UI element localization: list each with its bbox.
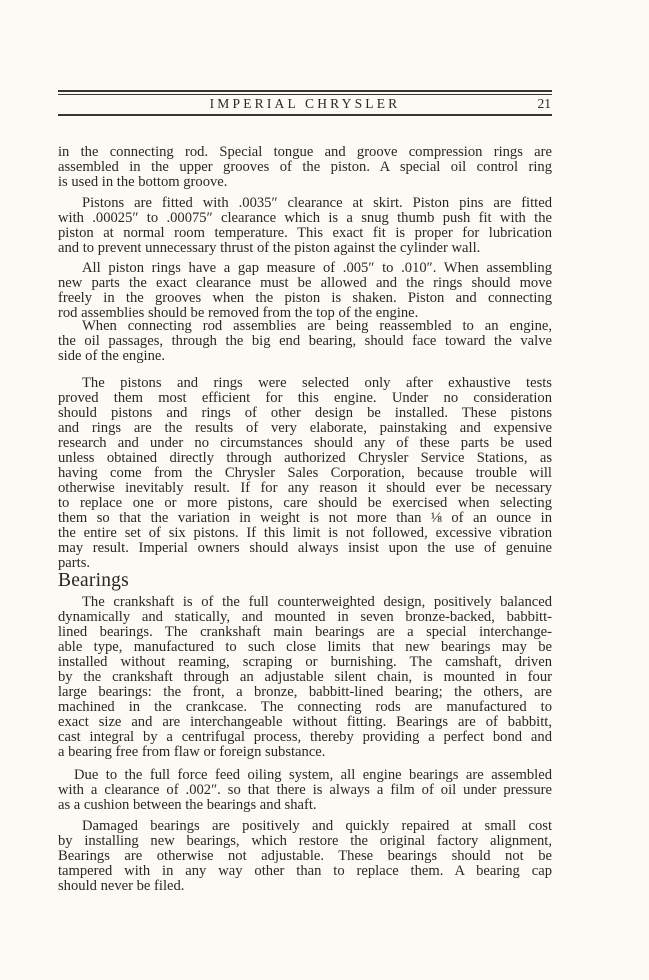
text-line: proved them most efficient for this engine. Under no consideration <box>58 390 552 406</box>
text-line: the oil passages, through the big end bearing, should face toward the valve <box>58 333 552 349</box>
text-line: with a clearance of .002″. so that there is always a film of oil under pressure <box>58 782 552 798</box>
text-line: them so that the variation in weight is not more than ⅛ of an ounce in <box>58 510 552 526</box>
text-line: in the connecting rod. Special tongue and groove compression rings are <box>58 144 552 160</box>
text-line: Due to the full force feed oiling system, all engine bearings are assembled <box>74 767 552 783</box>
text-line: lined bearings. The crankshaft main bearings are a special interchange- <box>58 624 552 640</box>
text-line: All piston rings have a gap measure of .005″ to .010″. When assembling <box>82 260 552 276</box>
text-line: with .00025″ to .00075″ clearance which is a snug thumb push fit with the <box>58 210 552 226</box>
text-line: should pistons and rings of other design be installed. These pistons <box>58 405 552 421</box>
text-line: to replace one or more pistons, care should be exercised when selecting <box>58 495 552 511</box>
text-line: by the crankshaft through an adjustable silent chain, is mounted in four <box>58 669 552 685</box>
text-line: a bearing free from flaw or foreign substance. <box>58 744 326 760</box>
text-line: Bearings are otherwise not adjustable. These bearings should not be <box>58 848 552 864</box>
text-line: The pistons and rings were selected only after exhaustive tests <box>82 375 552 391</box>
text-line: cast integral by a centrifugal process, thereby providing a perfect bond and <box>58 729 552 745</box>
text-line: piston at normal room temperature. This exact fit is proper for lubrication <box>58 225 552 241</box>
page-number: 21 <box>537 96 551 111</box>
paragraph <box>58 595 552 760</box>
text-line: parts. <box>58 555 91 571</box>
text-line: by installing new bearings, which restore the original factory alignment, <box>58 833 552 849</box>
text-line: dynamically and statically, and mounted in seven bronze-backed, babbitt- <box>58 609 552 625</box>
text-line: unless obtained directly through authorized Chrysler Service Stations, as <box>58 450 552 466</box>
text-line: as a cushion between the bearings and shaft. <box>58 797 317 813</box>
text-line: side of the engine. <box>58 348 165 364</box>
text-line: and rings are the results of very elaborate, painstaking and expensive <box>58 420 552 436</box>
text-line: machined in the crankcase. The connecting rods are manufactured to <box>58 699 552 715</box>
text-line: assembled in the upper grooves of the piston. A special oil control ring <box>58 159 552 175</box>
paragraph <box>58 196 552 256</box>
text-line: may result. Imperial owners should always insist upon the use of genuine <box>58 540 552 556</box>
paragraph <box>58 819 552 894</box>
text-line: large bearings: the front, a bronze, babbitt-lined bearing; the others, are <box>58 684 552 700</box>
text-line: having come from the Chrysler Sales Corporation, because trouble will <box>58 465 552 481</box>
text-line: tampered with in any way other than to replace them. A bearing cap <box>58 863 552 879</box>
paragraph <box>58 261 552 321</box>
text-line: rod assemblies should be removed from the top of the engine. <box>58 305 419 321</box>
text-line: is used in the bottom groove. <box>58 174 228 190</box>
paragraph <box>58 319 552 364</box>
paragraph <box>58 768 552 813</box>
paragraph <box>58 376 552 571</box>
section-heading: Bearings <box>58 570 129 591</box>
text-line: able type, manufactured to such close limits that new bearings may be <box>58 639 552 655</box>
paragraph <box>58 145 552 190</box>
text-line: Pistons are fitted with .0035″ clearance at skirt. Piston pins are fitted <box>82 195 552 211</box>
header-rule-top <box>58 90 552 92</box>
running-header-title: IMPERIAL CHRYSLER <box>209 96 401 111</box>
text-line: exact size and are interchangeable without fitting. Bearings are of babbitt, <box>58 714 552 730</box>
text-line: and to prevent unnecessary thrust of the piston against the cylinder wall. <box>58 240 481 256</box>
text-line: Damaged bearings are positively and quickly repaired at small cost <box>82 818 552 834</box>
text-line: research and under no circumstances should any of these parts be used <box>58 435 552 451</box>
text-line: The crankshaft is of the full counterweighted design, positively balanced <box>82 594 552 610</box>
text-line: When connecting rod assemblies are being reassembled to an engine, <box>82 318 552 334</box>
header-rule-bottom <box>58 114 552 116</box>
text-line: freely in the grooves when the piston is shaken. Piston and connecting <box>58 290 552 306</box>
text-line: otherwise inevitably result. If for any reason it should ever be necessary <box>58 480 552 496</box>
text-line: new parts the exact clearance must be allowed and the rings should move <box>58 275 552 291</box>
text-line: should never be filed. <box>58 878 185 894</box>
text-line: installed without reaming, scraping or burnishing. The camshaft, driven <box>58 654 552 670</box>
text-line: the entire set of six pistons. If this limit is not followed, excessive vibration <box>58 525 552 541</box>
